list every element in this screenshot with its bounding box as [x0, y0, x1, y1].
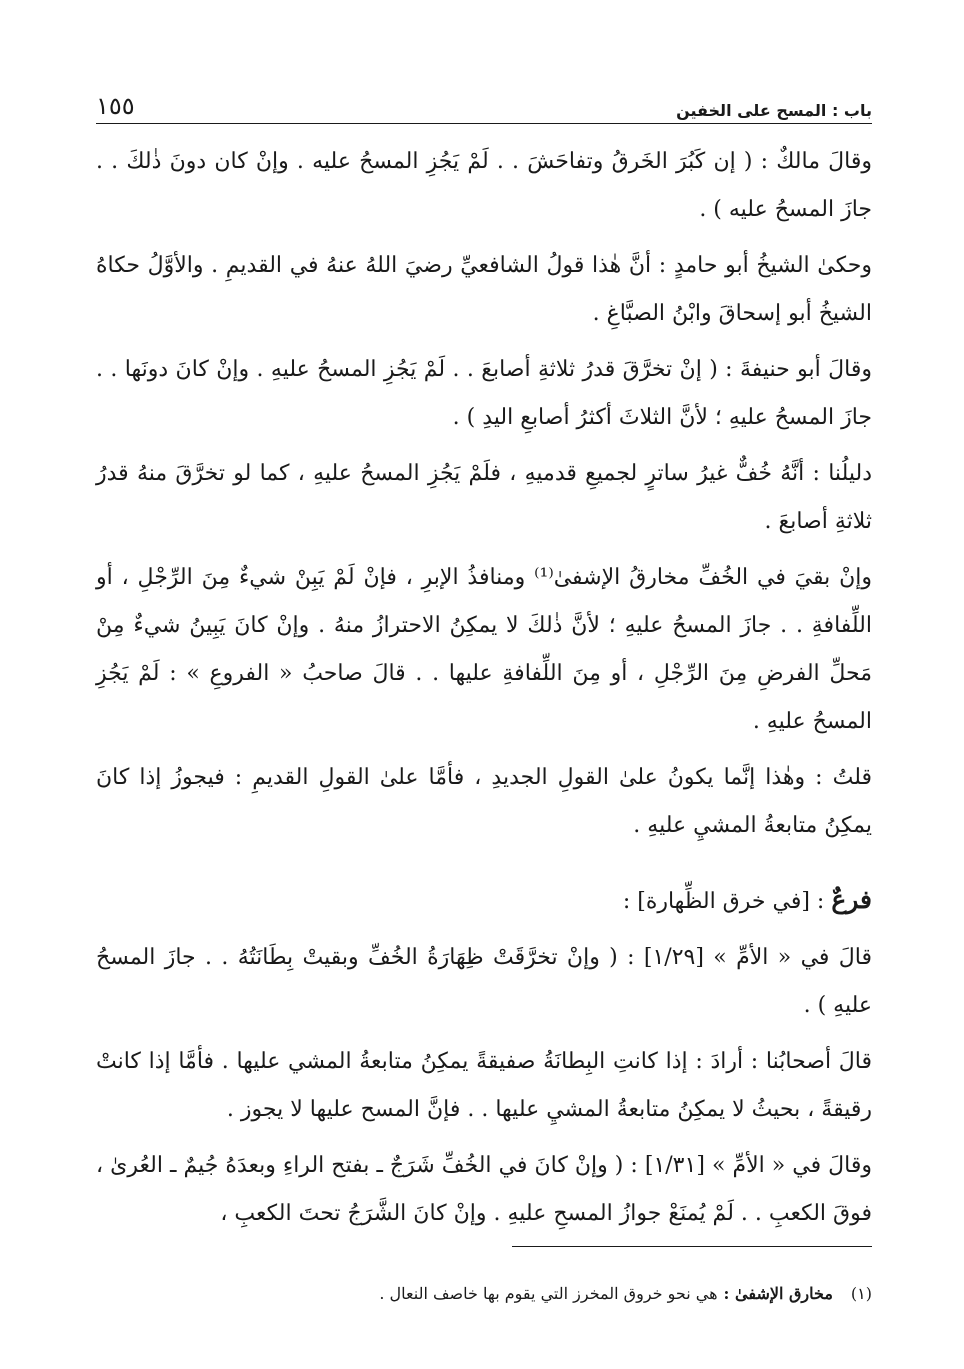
- section-heading: [96, 876, 872, 926]
- footnote: [96, 1280, 872, 1308]
- paragraph: قالَ في « الأمِّ » [١/٢٩] : ( وإنْ تخرَّقَتْ ظِهَارَةُ الخُفِّ وبقيتْ بِطَانَتُهُ . . جازَ المسحُ عليهِ ) .: [96, 945, 872, 1018]
- paragraph: وإنْ بقيَ في الخُفِّ مخارقُ الإشفىٰ⁽¹⁾ ومنافذُ الإبرِ ، فإنْ لَمْ يَبِنْ شيءٌ مِنَ الرِّجْلِ ، أو اللِّفافةِ . . جازَ المسحُ عليهِ ؛ لأنَّ ذٰلكَ لا يمكِنُ الاحترازُ منهُ . وإنْ كانَ يَبِينُ شيءٌ مِنْ مَحلِّ الفرضِ مِنَ الرِّجْلِ ، أو مِنَ اللِّفافةِ عليها . . قالَ صاحبُ « الفروعِ » : لَمْ يَجُزِ المسحُ عليهِ .: [96, 565, 873, 734]
- section-heading-text: : [في خرق الظِّهارة] :: [622, 889, 832, 914]
- main-text: [96, 138, 872, 1246]
- running-head: باب : المسح على الخفين: [676, 101, 872, 120]
- footnote-text: هي نحو خروق المخرز التي يقوم بها خاصف النعال .: [379, 1284, 718, 1303]
- section-heading-lead: فرعٌ: [831, 885, 872, 914]
- paragraph: دليلُنا : أنَّهُ خُفٌّ غيرُ ساترٍ لجميعِ قدميهِ ، فلَمْ يَجُزِ المسحُ عليهِ ، كما لو تخرَّقَ منهُ قدرُ ثلاثةِ أصابعَ .: [96, 461, 872, 534]
- paragraph: قلتُ : وهٰذا إنَّما يكونُ علىٰ القولِ الجديدِ ، فأمَّا علىٰ القولِ القديمِ : فيجوزُ إذا كانَ يمكِنُ متابعةُ المشيِ عليهِ .: [96, 765, 872, 838]
- paragraph: وقالَ في « الأمِّ » [١/٣١] : ( وإنْ كانَ في الخُفِّ شَرَجٌ ـ بفتح الراءِ وبعدَهُ جُيمٌ ـ العُرىٰ ، فوقَ الكعبِ . . لَمْ يُمنَعْ جوازُ المسحِ عليهِ . وإنْ كانَ الشَّرَجُ تحتَ الكعبِ ،: [96, 1153, 873, 1226]
- paragraph: وقالَ مالكٌ : ( إن كَبُرَ الخَرقُ وتفاحَشَ . . لَمْ يَجُزِ المسحُ عليه . وإنْ كان دونَ ذٰلكَ . . جازَ المسحُ عليه ) .: [96, 149, 872, 222]
- footnote-term: مخارق الإشفىٰ :: [723, 1284, 833, 1303]
- footnote-number: (١): [850, 1284, 872, 1303]
- paragraph: وحكىٰ الشيخُ أبو حامدٍ : أنَّ هٰذا قولُ الشافعيِّ رضيَ اللهُ عنهُ في القديمِ . والأوَّلُ حكاهُ الشيخُ أبو إسحاقَ وابْنُ الصبَّاغِ .: [96, 253, 872, 326]
- page-number: ١٥٥: [96, 92, 135, 120]
- header-rule: [96, 123, 872, 124]
- paragraph: قالَ أصحابُنا : أرادَ : إذا كانتِ البِطانَةُ صفيقةً يمكِنُ متابعةُ المشي عليها . فأمَّا إذا كانتْ رقيقةً ، بحيثُ لا يمكِنُ متابعةُ المشيِ عليها . . فإنَّ المسح عليها لا يجوز .: [96, 1049, 872, 1122]
- footnote-rule: [512, 1246, 872, 1247]
- page-header: [96, 84, 872, 120]
- paragraph: وقالَ أبو حنيفةَ : ( إنْ تخرَّقَ قدرُ ثلاثةِ أصابعَ . . لَمْ يَجُزِ المسحُ عليهِ . وإنْ كانَ دونَها . . جازَ المسحُ عليهِ ؛ لأنَّ الثلاثَ أكثرُ أصابعِ اليدِ ) .: [96, 357, 872, 430]
